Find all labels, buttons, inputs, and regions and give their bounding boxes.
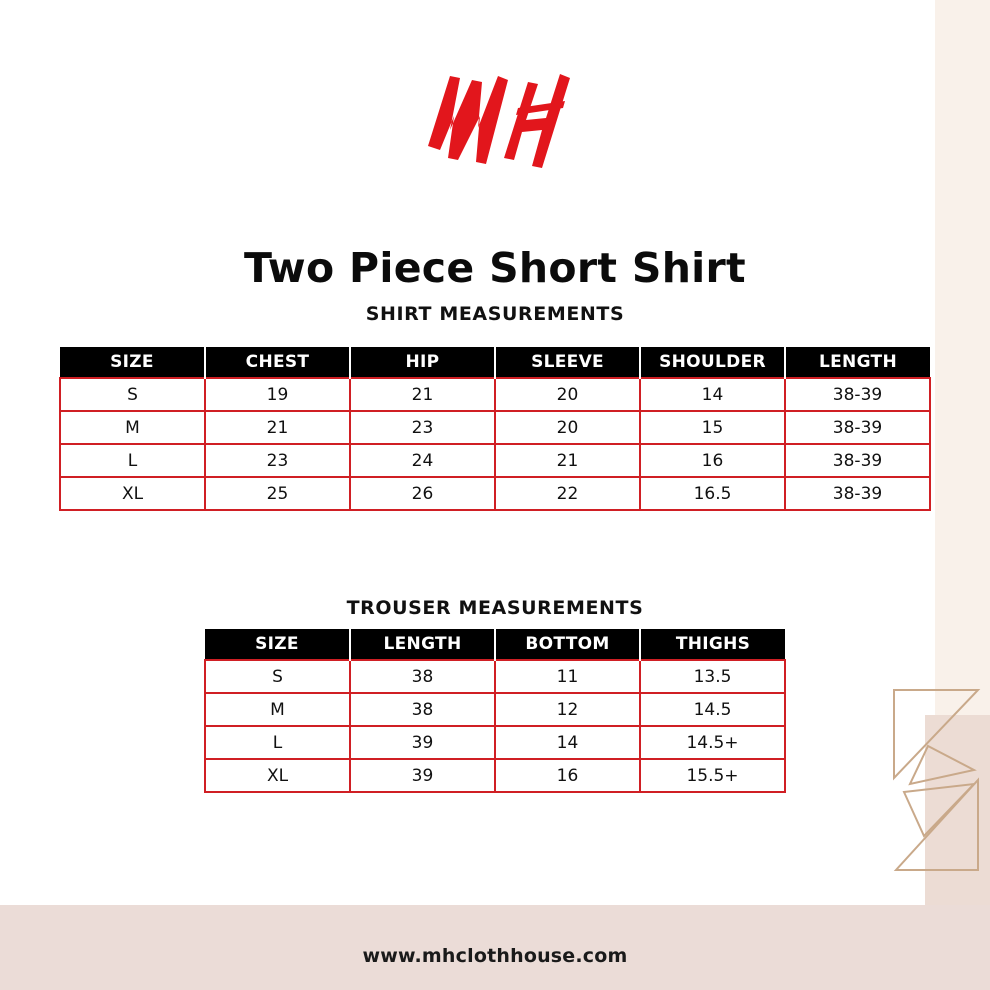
website-url[interactable]: www.mhclothhouse.com (362, 945, 628, 967)
table-cell: 39 (350, 726, 495, 759)
table-cell: 20 (495, 378, 640, 411)
table-row (60, 411, 930, 444)
page-title: Two Piece Short Shirt (244, 244, 746, 292)
table-cell: 38-39 (785, 444, 930, 477)
table-cell: 24 (350, 444, 495, 477)
table-cell: 22 (495, 477, 640, 510)
table-cell: 38 (350, 693, 495, 726)
table-cell: 14.5 (640, 693, 785, 726)
table-cell: 38-39 (785, 378, 930, 411)
table-cell: 38 (350, 660, 495, 693)
trouser-size-table (204, 629, 786, 793)
table-cell: S (205, 660, 350, 693)
column-header: THIGHS (640, 629, 785, 660)
table-cell: 21 (205, 411, 350, 444)
table-cell: L (205, 726, 350, 759)
table-cell: 38-39 (785, 411, 930, 444)
column-header: BOTTOM (495, 629, 640, 660)
table-header-row (205, 629, 785, 660)
table-cell: L (60, 444, 205, 477)
column-header: SHOULDER (640, 347, 785, 378)
column-header: HIP (350, 347, 495, 378)
geometric-triangles-decoration (890, 688, 990, 873)
table-cell: 15.5+ (640, 759, 785, 792)
table-cell: 16 (495, 759, 640, 792)
table-cell: 21 (495, 444, 640, 477)
table-header-row (60, 347, 930, 378)
table-cell: 19 (205, 378, 350, 411)
table-row (60, 477, 930, 510)
table-cell: 14 (640, 378, 785, 411)
table-cell: XL (60, 477, 205, 510)
table-cell: 39 (350, 759, 495, 792)
table-row (60, 444, 930, 477)
table-cell: 14.5+ (640, 726, 785, 759)
table-cell: M (60, 411, 205, 444)
table-cell: 26 (350, 477, 495, 510)
brand-logo (420, 68, 570, 172)
table-row (205, 660, 785, 693)
table-cell: S (60, 378, 205, 411)
column-header: SIZE (60, 347, 205, 378)
table-cell: 25 (205, 477, 350, 510)
table-cell: 16.5 (640, 477, 785, 510)
table-row (205, 726, 785, 759)
table-row (205, 693, 785, 726)
trouser-heading: TROUSER MEASUREMENTS (346, 597, 644, 619)
table-cell: 13.5 (640, 660, 785, 693)
column-header: CHEST (205, 347, 350, 378)
table-cell: 14 (495, 726, 640, 759)
mh-logo-icon (420, 68, 570, 172)
table-cell: 21 (350, 378, 495, 411)
table-cell: M (205, 693, 350, 726)
column-header: SLEEVE (495, 347, 640, 378)
shirt-heading: SHIRT MEASUREMENTS (365, 303, 625, 325)
column-header: LENGTH (785, 347, 930, 378)
table-cell: 38-39 (785, 477, 930, 510)
table-cell: 16 (640, 444, 785, 477)
table-cell: 20 (495, 411, 640, 444)
table-row (60, 378, 930, 411)
table-row (205, 759, 785, 792)
table-cell: 15 (640, 411, 785, 444)
table-cell: 12 (495, 693, 640, 726)
table-cell: 23 (205, 444, 350, 477)
column-header: LENGTH (350, 629, 495, 660)
table-cell: XL (205, 759, 350, 792)
table-cell: 11 (495, 660, 640, 693)
table-cell: 23 (350, 411, 495, 444)
column-header: SIZE (205, 629, 350, 660)
shirt-size-table (59, 347, 931, 511)
